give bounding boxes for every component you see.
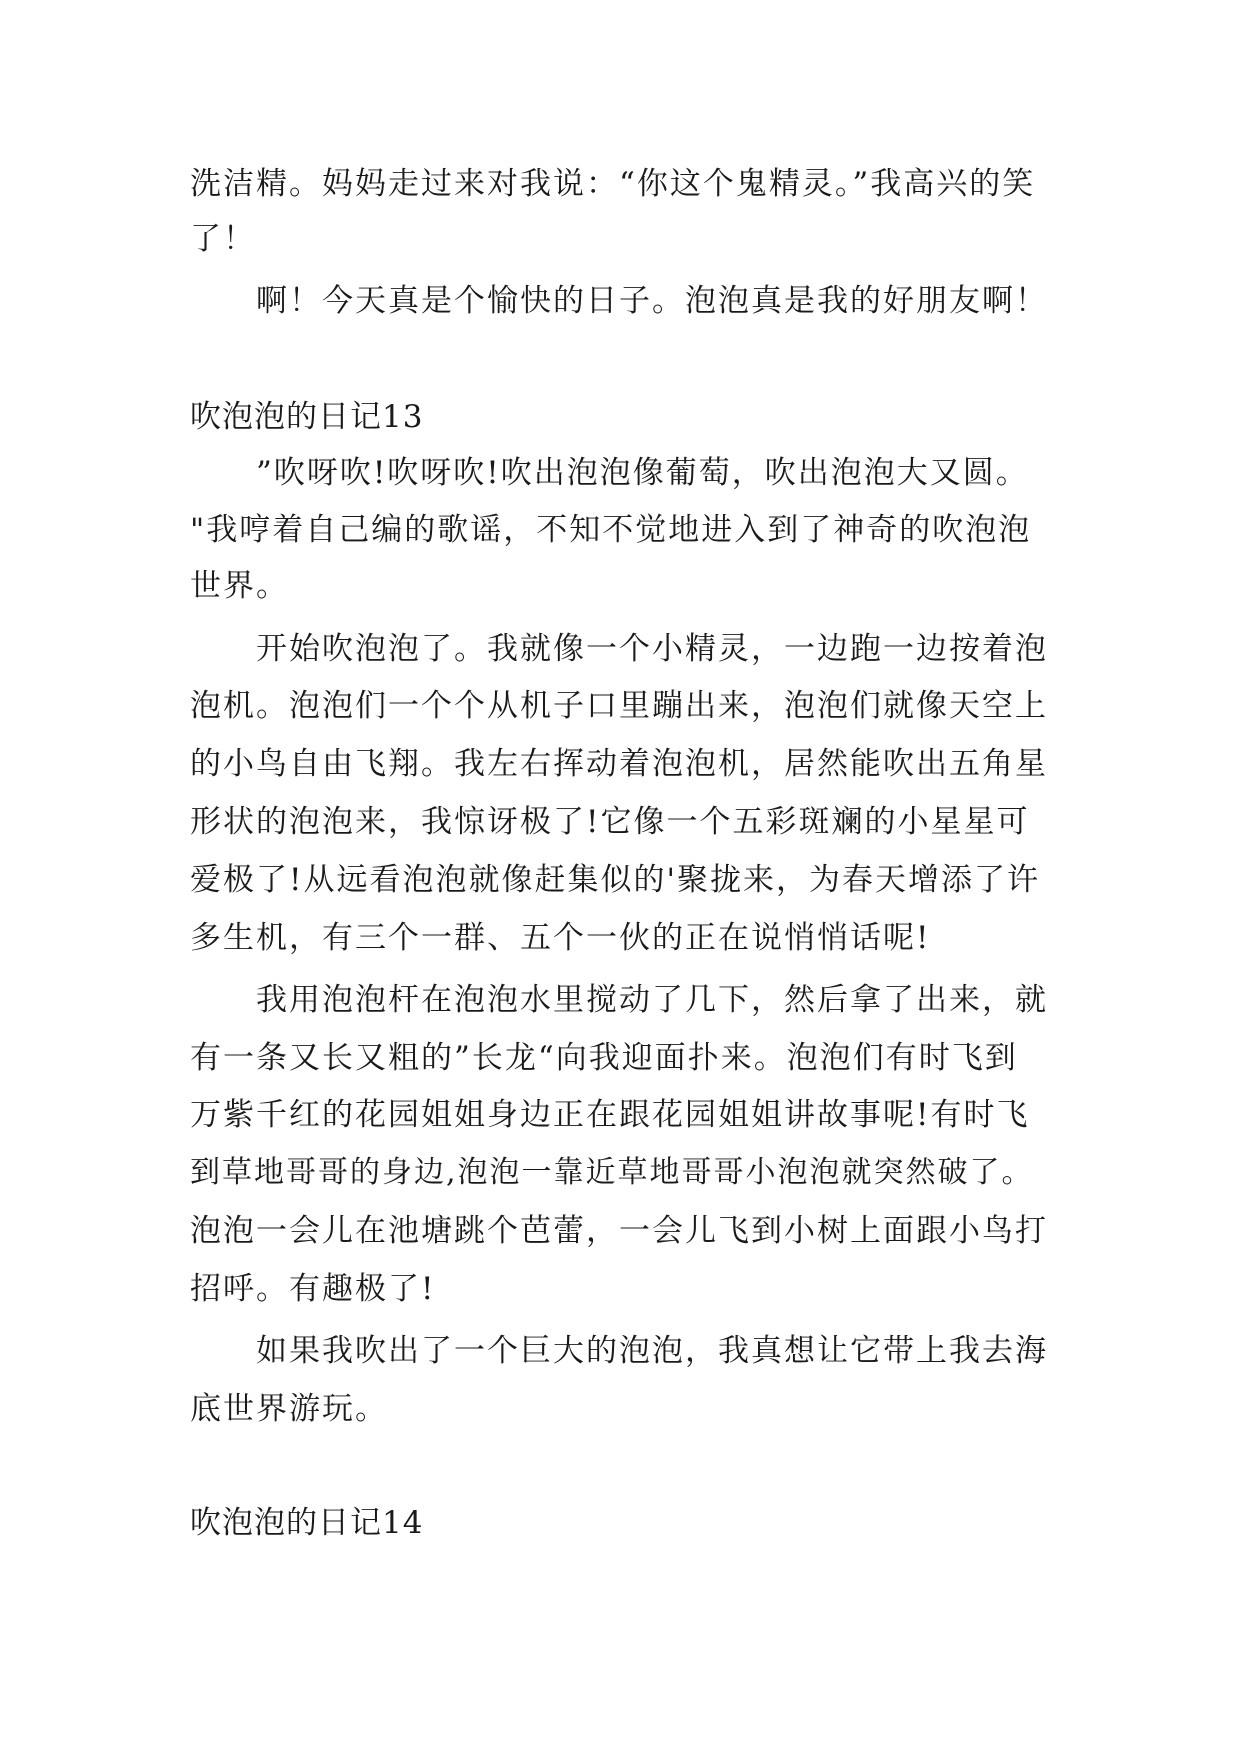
paragraph-line: 泡机。泡泡们一个个从机子口里蹦出来，泡泡们就像天空上 <box>190 688 1048 724</box>
paragraph-line: 到草地哥哥的身边,泡泡一靠近草地哥哥小泡泡就突然破了。 <box>190 1155 1034 1190</box>
paragraph-line: 万紫千红的花园姐姐身边正在跟花园姐姐讲故事呢!有时飞 <box>190 1097 1030 1133</box>
paragraph-line: 底世界游玩。 <box>190 1391 388 1427</box>
paragraph-line: 招呼。有趣极了! <box>190 1271 436 1307</box>
paragraph-line: 我用泡泡杆在泡泡水里搅动了几下，然后拿了出来，就 <box>256 982 1048 1018</box>
paragraph-line: 形状的泡泡来，我惊讶极了!它像一个五彩斑斓的小星星可 <box>190 804 1030 840</box>
paragraph-line: 泡泡一会儿在池塘跳个芭蕾，一会儿飞到小树上面跟小鸟打 <box>190 1213 1048 1249</box>
paragraph-line: 啊！今天真是个愉快的日子。泡泡真是我的好朋友啊！ <box>256 283 1048 319</box>
paragraph-line: 多生机，有三个一群、五个一伙的正在说悄悄话呢! <box>190 920 931 956</box>
paragraph-line: 如果我吹出了一个巨大的泡泡，我真想让它带上我去海 <box>256 1333 1048 1369</box>
paragraph-line: 了！ <box>190 221 256 257</box>
paragraph-line: 的小鸟自由飞翔。我左右挥动着泡泡机，居然能吹出五角星 <box>190 746 1048 782</box>
paragraph-line: 开始吹泡泡了。我就像一个小精灵，一边跑一边按着泡 <box>256 631 1048 667</box>
diary-heading: 吹泡泡的日记13 <box>190 399 424 435</box>
diary-heading: 吹泡泡的日记14 <box>190 1505 424 1541</box>
paragraph-line: 有一条又长又粗的”长龙“向我迎面扑来。泡泡们有时飞到 <box>190 1040 1018 1076</box>
paragraph-line: 世界。 <box>190 568 289 604</box>
paragraph-line: "我哼着自己编的歌谣，不知不觉地进入到了神奇的吹泡泡 <box>190 512 1032 548</box>
paragraph-line: ”吹呀吹!吹呀吹!吹出泡泡像葡萄，吹出泡泡大又圆。 <box>256 455 1029 491</box>
paragraph-line: 洗洁精。妈妈走过来对我说：“你这个鬼精灵。”我高兴的笑 <box>190 166 1036 202</box>
paragraph-line: 爱极了!从远看泡泡就像赶集似的'聚拢来，为春天增添了许 <box>190 862 1040 898</box>
